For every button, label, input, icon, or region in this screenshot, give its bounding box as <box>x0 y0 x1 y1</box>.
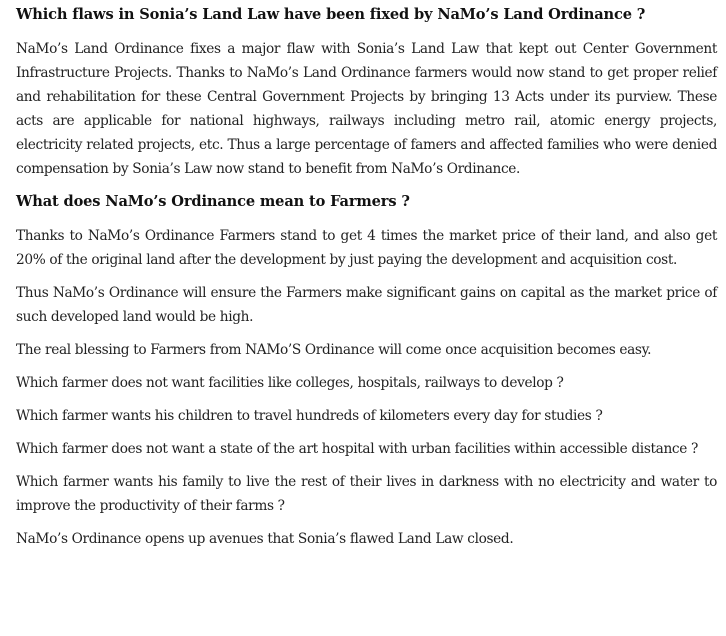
article-body <box>16 0 717 551</box>
paragraph-real-blessing: The real blessing to Farmers from NAMo’S Ordinance will come once acquisition becomes easy. <box>16 342 652 358</box>
paragraph-flaws-fixed: NaMo’s Land Ordinance fixes a major flaw with Sonia’s Land Law that kept out Center Government Infrastructure Projects. Thanks to NaMo’s Land Ordinance farmers would now stand to get proper relief and rehabilitation for these Central Government Projects by bringing 13 Acts under its purview. These acts are applicable for national highways, railways including metro rail, atomic energy projects, electricity related projects, etc. Thus a large percentage of famers and affected families who were denied compensation by Sonia’s Law now stand to benefit from NaMo’s Ordinance. <box>16 41 717 177</box>
paragraph-question-children: Which farmer wants his children to travel hundreds of kilometers every day for studies ? <box>16 408 603 424</box>
paragraph-capital-gains: Thus NaMo’s Ordinance will ensure the Farmers make significant gains on capital as the market price of such developed land would be high. <box>16 285 717 325</box>
section-heading-meaning-to-farmers: What does NaMo’s Ordinance mean to Farmers ? <box>16 193 410 210</box>
paragraph-question-facilities: Which farmer does not want facilities like colleges, hospitals, railways to develop ? <box>16 375 564 391</box>
paragraph-question-electricity: Which farmer wants his family to live the rest of their lives in darkness with no electricity and water to improve the productivity of their farms ? <box>16 474 717 514</box>
paragraph-question-hospital: Which farmer does not want a state of the art hospital with urban facilities within accessible distance ? <box>16 441 698 457</box>
section-heading-flaws-fixed: Which flaws in Sonia’s Land Law have been fixed by NaMo’s Land Ordinance ? <box>16 6 646 23</box>
paragraph-conclusion: NaMo’s Ordinance opens up avenues that Sonia’s flawed Land Law closed. <box>16 531 514 547</box>
paragraph-market-price: Thanks to NaMo’s Ordinance Farmers stand to get 4 times the market price of their land, and also get 20% of the original land after the development by just paying the development and acquisition cost. <box>16 228 717 268</box>
